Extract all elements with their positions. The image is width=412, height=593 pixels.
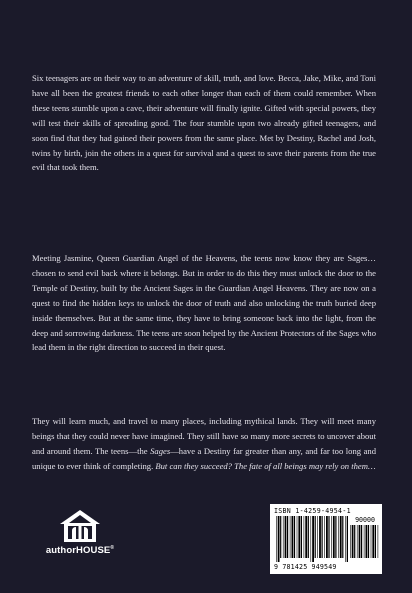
publisher-wordmark: authorHOUSE: [45, 545, 111, 557]
price-addon: [350, 516, 380, 562]
barcode-panel: [270, 504, 382, 574]
closing-question: But can they succeed? The fate of all beings may rely on them…: [155, 460, 376, 471]
blurb-paragraph-3-text-a: They will learn much, and travel to many places, including mythical lands. They will meet many beings that they could never have imagined. They still have so many more secrets to uncover about and around them. The teens—the: [32, 416, 376, 456]
isbn-text: ISBN 1-4259-4954-1: [274, 507, 351, 515]
publisher-logo: [40, 509, 120, 565]
ean-barcode: [276, 516, 348, 562]
addon-barcode: [350, 525, 380, 562]
blurb-paragraph-3: [32, 414, 376, 474]
blurb-paragraph-3-text-b: —have a Destiny far greater than any, and far too long and unique to ever think of completing.: [32, 445, 376, 471]
price-code: 90000: [355, 516, 375, 524]
authorhouse-house-icon: [58, 509, 102, 543]
registered-mark: ®: [110, 545, 115, 551]
ean-number: 9 781425 949549: [274, 563, 337, 571]
blurb-paragraph-2: Meeting Jasmine, Queen Guardian Angel of the Heavens, the teens now know they are Sages…chosen to send evil back where it belongs. But in order to do this they must unlock the door to the Temple of Destiny, built by the Ancient Sages in the Guardian Angel Heavens. They are now on a quest to find the hidden keys to unlock the door of truth and also unlocking the truth buried deep inside themselves. But at the same time, they have to bring someone back into the light, from the deep and sorrowing darkness. The teens are soon helped by the Ancient Protectors of the Sages who lead them in the right direction to succeed in their quest.: [32, 253, 376, 353]
blurb-paragraph-1: Six teenagers are on their way to an adventure of skill, truth, and love. Becca, Jake, Mike, and Toni have all been the greatest friends to each other longer than each of them could remember. When these teens stumble upon a cave, their adventure will finally ignite. Gifted with special powers, they will test their skills of spreading good. The four stumble upon two already gifted teenagers, and soon find that they had gained their powers from the same place. Met by Destiny, Rachel and Josh, twins by birth, join the others in a quest for survival and a quest to save their parents from the true evil that took them.: [32, 73, 376, 173]
sages-emphasis: Sages: [150, 445, 171, 456]
publisher-name: [40, 545, 120, 556]
